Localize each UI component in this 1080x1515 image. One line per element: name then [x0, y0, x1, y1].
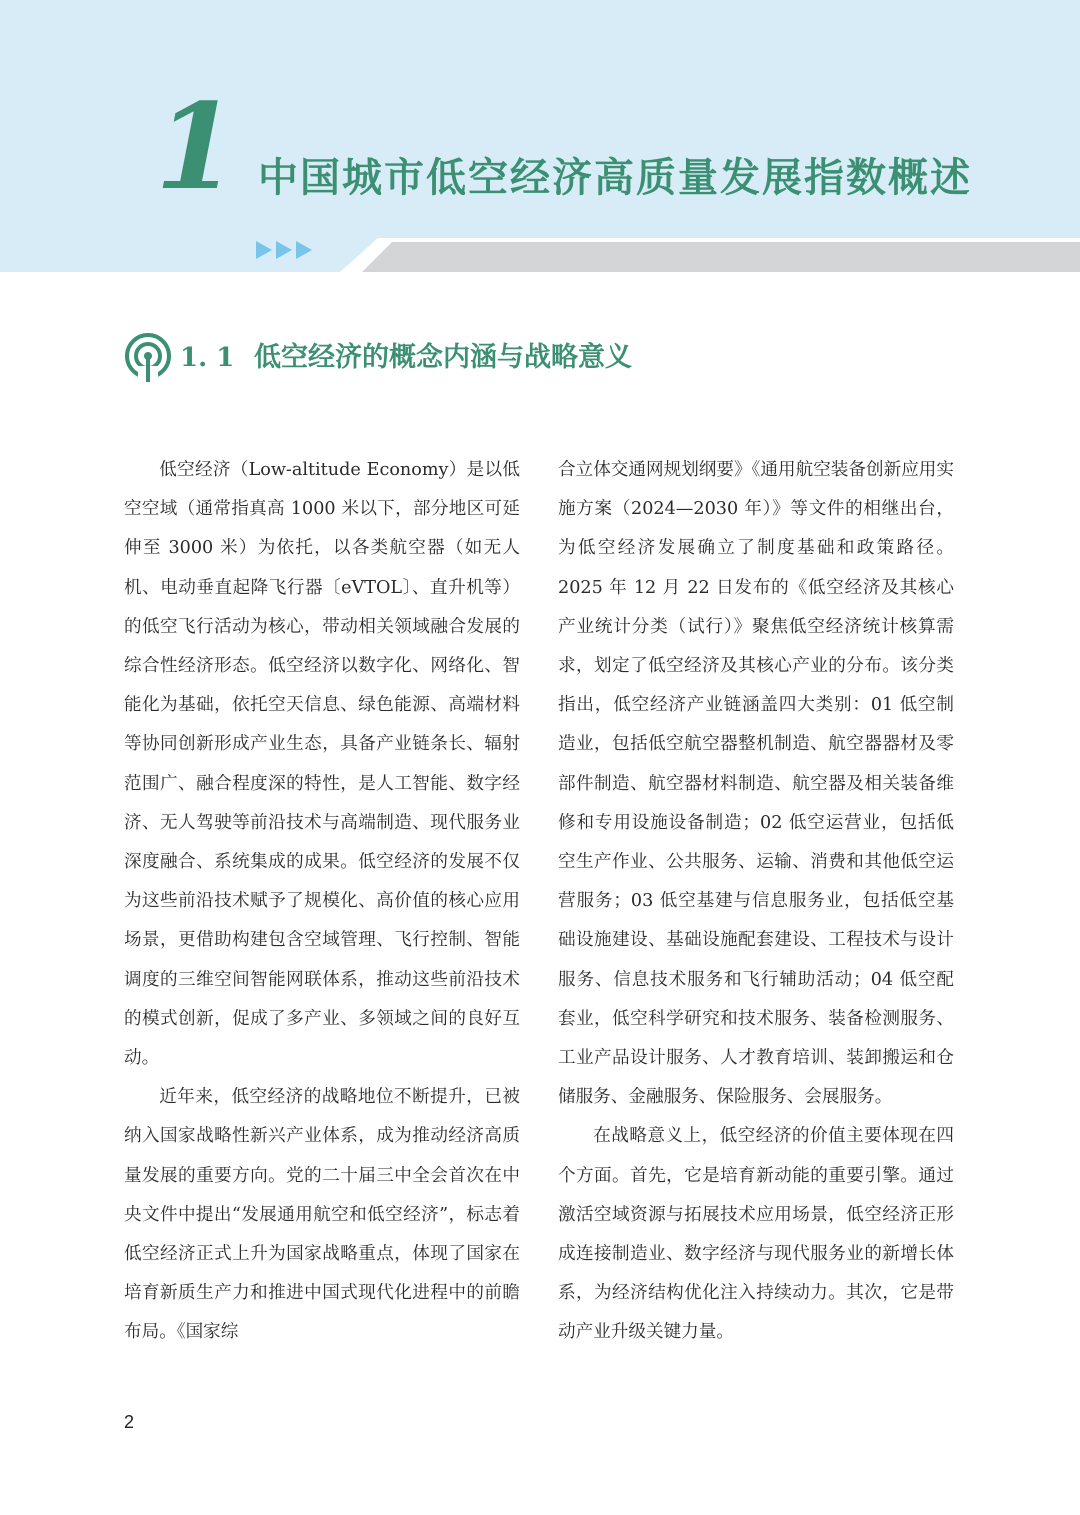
- left-text-column: [124, 451, 520, 1353]
- right-text-column: [558, 451, 954, 1353]
- paragraph: 在战略意义上，低空经济的价值主要体现在四个方面。首先，它是培育新动能的重要引擎。通过激活空域资源与拓展技术应用场景，低空经济正形成连接制造业、数字经济与现代服务业的新增长体系，为经济结构优化注入持续动力。其次，它是带动产业升级关键力量。: [558, 1126, 954, 1343]
- paragraph: 低空经济（Low-altitude Economy）是以低空空域（通常指真高 1000 米以下，部分地区可延伸至 3000 米）为依托，以各类航空器（如无人机、电动垂直起降飞行器〔eVTOL〕、直升机等）的低空飞行活动为核心，带动相关领域融合发展的综合性经济形态。低空经济以数字化、网络化、智能化为基础，依托空天信息、绿色能源、高端材料等协同创新形成产业生态，具备产业链条长、辐射范围广、融合程度深的特性，是人工智能、数字经济、无人驾驶等前沿技术与高端制造、现代服务业深度融合、系统集成的成果。低空经济的发展不仅为这些前沿技术赋予了规模化、高价值的核心应用场景，更借助构建包含空域管理、飞行控制、智能调度的三维空间智能网联体系，推动这些前沿技术的模式创新，促成了多产业、多领域之间的良好互动。: [124, 460, 520, 1069]
- paragraph: 近年来，低空经济的战略地位不断提升，已被纳入国家战略性新兴产业体系，成为推动经济高质量发展的重要方向。党的二十届三中全会首次在中央文件中提出“发展通用航空和低空经济”，标志着低空经济正式上升为国家战略重点，体现了国家在培育新质生产力和推进中国式现代化进程中的前瞻布局。《国家综: [124, 1087, 520, 1343]
- section-number: 1. 1: [180, 343, 235, 373]
- signal-tower-icon: [122, 332, 174, 384]
- chapter-title: 中国城市低空经济高质量发展指数概述: [258, 154, 972, 201]
- chapter-number: 1: [155, 77, 238, 216]
- section-title: 低空经济的概念内涵与战略意义: [254, 342, 632, 373]
- triple-arrow-icon: [256, 239, 316, 261]
- page-number: 2: [124, 1412, 135, 1432]
- section-heading: [122, 328, 822, 388]
- paragraph-continued: 合立体交通网规划纲要》《通用航空装备创新应用实施方案（2024—2030 年）》等文件的相继出台，为低空经济发展确立了制度基础和政策路径。2025 年 12 月 22 日发布的《低空经济及其核心产业统计分类（试行）》聚焦低空经济统计核算需求，划定了低空经济及其核心产业的分布。该分类指出，低空经济产业链涵盖四大类别：01 低空制造业，包括低空航空器整机制造、航空器器材及零部件制造、航空器材料制造、航空器及相关装备维修和专用设施设备制造；02 低空运营业，包括低空生产作业、公共服务、运输、消费和其他低空运营服务；03 低空基建与信息服务业，包括低空基础设施建设、基础设施配套建设、工程技术与设计服务、信息技术服务和飞行辅助活动；04 低空配套业，低空科学研究和技术服务、装备检测服务、工业产品设计服务、人才教育培训、装卸搬运和仓储服务、金融服务、保险服务、会展服务。: [558, 460, 954, 1108]
